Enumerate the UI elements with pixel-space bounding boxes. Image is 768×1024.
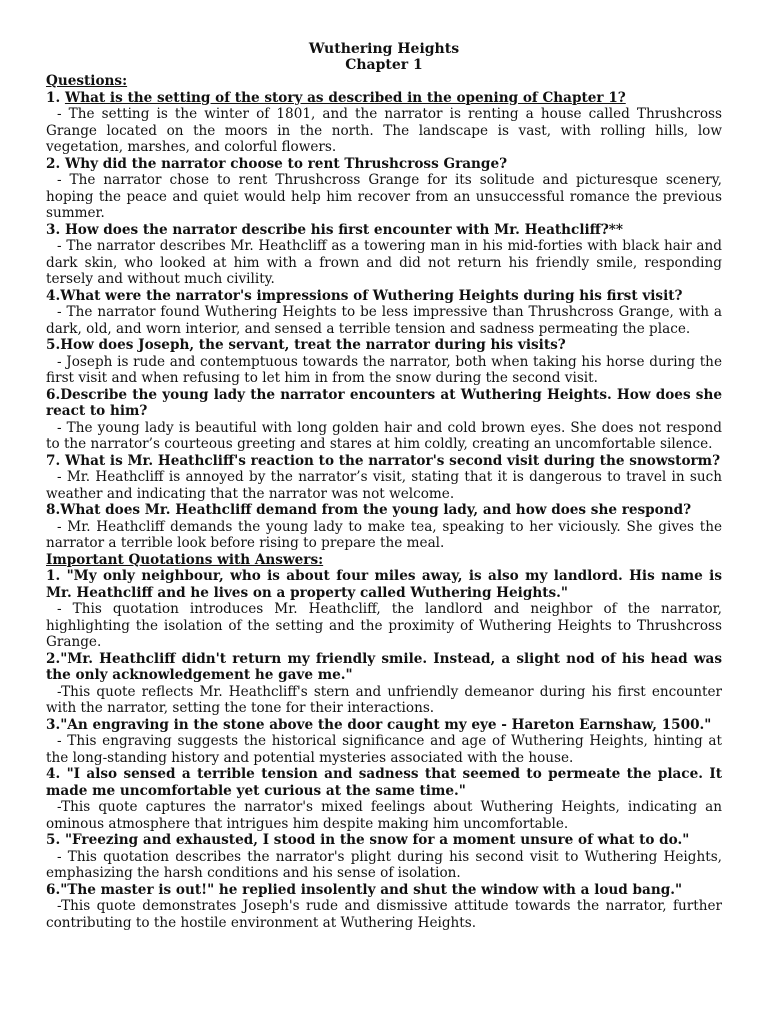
quotation-item [46,882,722,932]
quotation-answer: - This quotation describes the narrator's plight during his second visit to Wuthering Heights, emphasizing the harsh conditions and his sense of isolation. [46,848,722,881]
quotation-text: 4. "I also sensed a terrible tension and sadness that seemed to permeate the place. It made me uncomfortable yet curious at the same time." [46,766,722,799]
question-text: 3. How does the narrator describe his first encounter with Mr. Heathcliff?** [46,221,623,238]
quotation-item [46,717,722,767]
quotation-answer: -This quote demonstrates Joseph's rude and dismissive attitude towards the narrator, further contributing to the hostile environment at Wuthering Heights. [46,898,722,931]
question-item [46,288,722,338]
quotation-answer: - This quotation introduces Mr. Heathcliff, the landlord and neighbor of the narrator, highlighting the isolation of the setting and the proximity of Wuthering Heights to Thrushcross Grange. [46,601,722,650]
question-text: 2. Why did the narrator choose to rent Thrushcross Grange? [46,155,508,172]
quotation-answer: -This quote reflects Mr. Heathcliff's stern and unfriendly demeanor during his first encounter with the narrator, setting the tone for their interactions. [46,683,722,716]
question-text: 1. What is the setting of the story as described in the opening of Chapter 1? [46,89,626,106]
quotations-list [46,568,722,931]
question-item [46,222,722,288]
answer-text: - The narrator describes Mr. Heathcliff as a towering man in his mid-forties with black hair and dark skin, who looked at him with a frown and did not return his friendly smile, responding tersely and without much civility. [46,238,722,287]
quotation-text: 2."Mr. Heathcliff didn't return my friendly smile. Instead, a slight nod of his head was the only acknowledgement he gave me." [46,650,722,683]
question-text: 4.What were the narrator's impressions of Wuthering Heights during his first visit? [46,287,683,304]
question-item [46,502,722,552]
question-text: 8.What does Mr. Heathcliff demand from the young lady, and how does she respond? [46,502,692,518]
quotation-item [46,568,722,651]
quotation-item [46,651,722,717]
question-text: 6.Describe the young lady the narrator encounters at Wuthering Heights. How does she react to him? [46,386,722,419]
quotation-text: 1. "My only neighbour, who is about four miles away, is also my landlord. His name is Mr. Heathcliff and he lives on a property called Wuthering Heights." [46,568,723,601]
quotation-answer: -This quote captures the narrator's mixed feelings about Wuthering Heights, indicating an ominous atmosphere that intrigues him despite making him uncomfortable. [46,799,722,832]
answer-text: - The narrator chose to rent Thrushcross Grange for its solitude and picturesque scenery, hoping the peace and quiet would help him recover from an unsuccessful romance the previous summer. [46,172,722,221]
question-item [46,453,722,503]
questions-list [46,90,722,552]
question-item [46,337,722,387]
answer-text: - The setting is the winter of 1801, and the narrator is renting a house called Thrushcross Grange located on the moors in the north. The landscape is vast, with rolling hills, low vegetation, marshes, and colorful flowers. [46,106,722,155]
question-item [46,387,722,453]
quotation-answer: - This engraving suggests the historical significance and age of Wuthering Heights, hinting at the long-standing history and potential mysteries associated with the house. [46,733,722,766]
document-title: Wuthering Heights [308,41,460,57]
answer-text: - Joseph is rude and contemptuous towards the narrator, both when taking his horse during the first visit and when refusing to let him in from the snow during the second visit. [46,353,722,386]
answer-text: - Mr. Heathcliff demands the young lady to make tea, speaking to her viciously. She gives the narrator a terrible look before rising to prepare the meal. [46,518,722,551]
answer-text: - Mr. Heathcliff is annoyed by the narrator’s visit, stating that it is dangerous to travel in such weather and indicating that the narrator was not welcome. [46,469,722,502]
quotation-item [46,832,722,882]
question-text: 5.How does Joseph, the servant, treat the narrator during his visits? [46,337,566,353]
quotations-heading: Important Quotations with Answers: [46,551,324,568]
quotation-text: 3."An engraving in the stone above the door caught my eye - Hareton Earnshaw, 1500." [46,716,712,733]
document-subtitle: Chapter 1 [345,57,423,73]
question-text: 7. What is Mr. Heathcliff's reaction to the narrator's second visit during the snowstorm? [46,452,721,469]
question-item [46,90,722,156]
quotation-item [46,766,722,832]
answer-text: - The narrator found Wuthering Heights to be less impressive than Thrushcross Grange, with a dark, old, and worn interior, and sensed a terrible tension and sadness permeating the place. [46,304,722,337]
answer-text: - The young lady is beautiful with long golden hair and cold brown eyes. She does not respond to the narrator’s courteous greeting and stares at him coldly, creating an uncomfortable silence. [46,419,722,452]
quotation-text: 6."The master is out!" he replied insolently and shut the window with a loud bang." [46,881,683,898]
questions-heading: Questions: [46,73,128,89]
quotation-text: 5. "Freezing and exhausted, I stood in the snow for a moment unsure of what to do." [46,832,690,848]
question-item [46,156,722,222]
